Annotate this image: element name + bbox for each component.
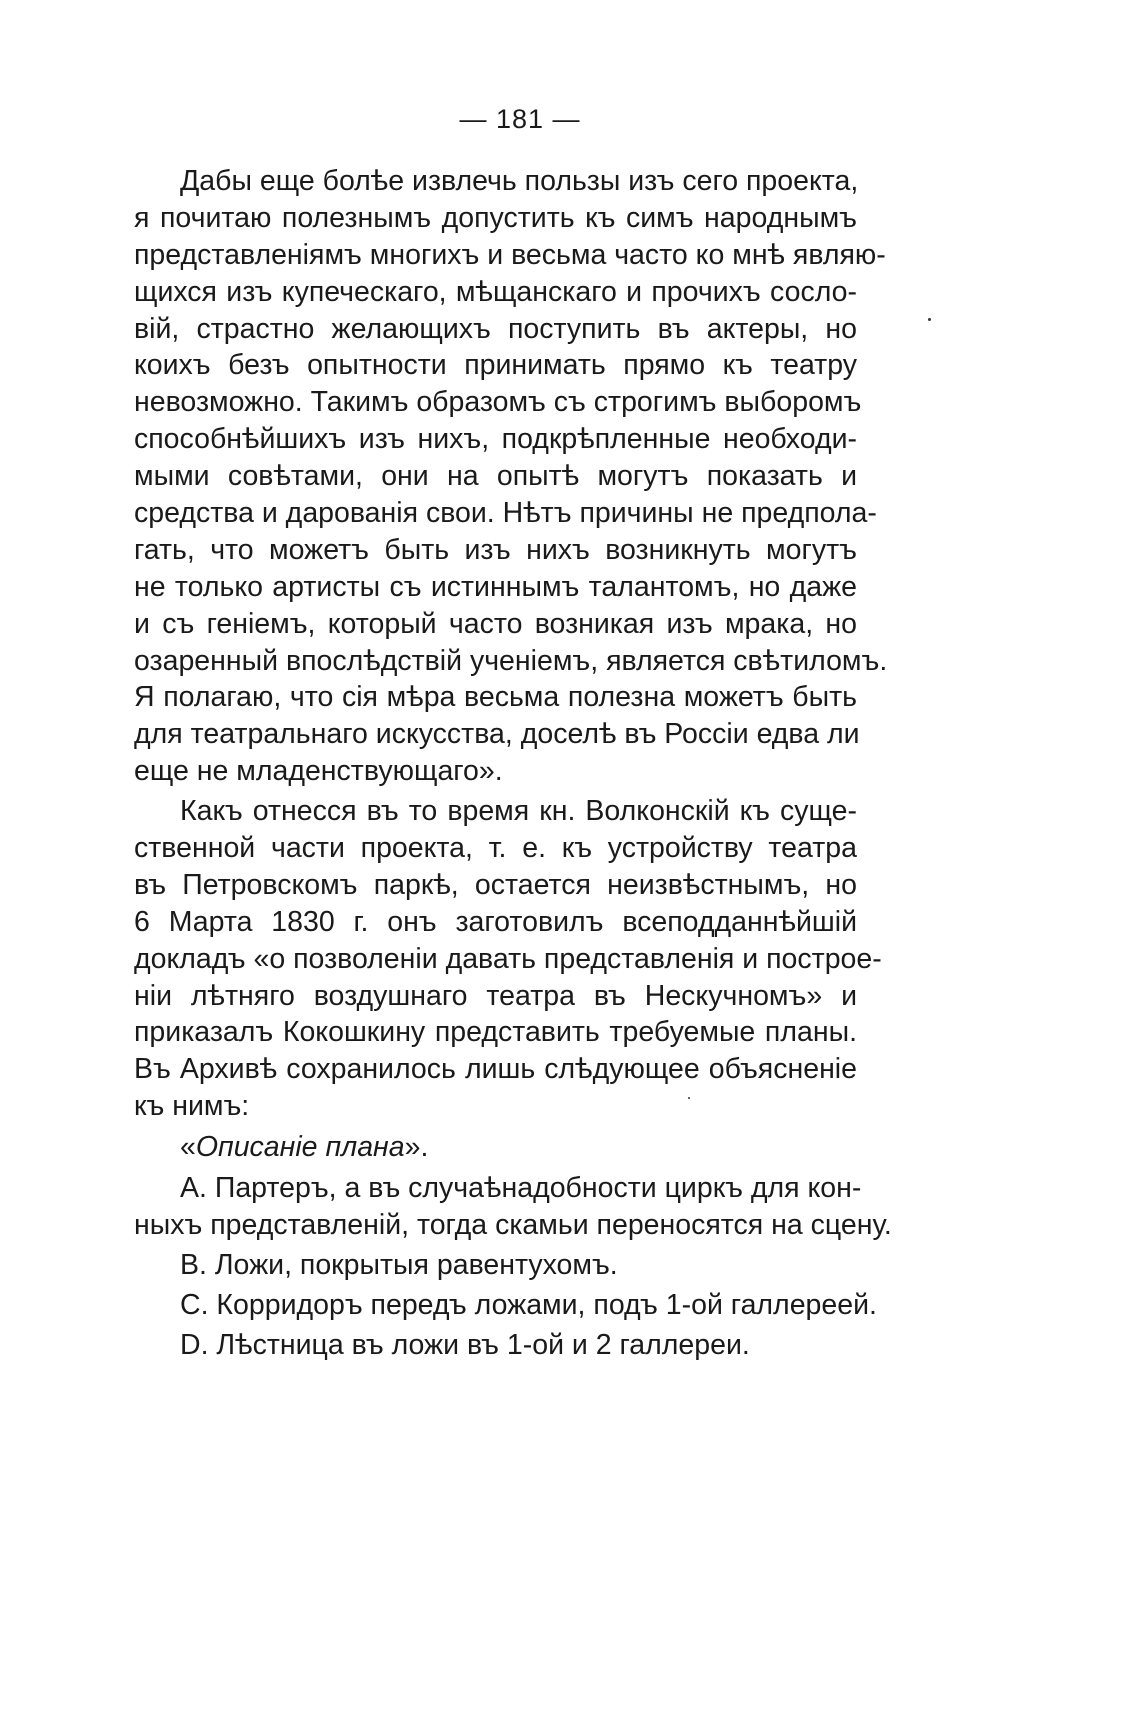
plan-item-b (134, 1247, 857, 1284)
text-line: С. Корридоръ передъ ложами, подъ 1-ой галлереей. (180, 1288, 877, 1321)
plan-item-c (134, 1287, 877, 1324)
text-line: въ Петровскомъ паркѣ, остается неизвѣстнымъ, но (134, 868, 857, 901)
text-line: озаренный впослѣдствій ученіемъ, является свѣтиломъ. (134, 644, 888, 677)
text-line: къ нимъ: (134, 1090, 250, 1123)
text-line: А. Партеръ, а въ случаѣнадобности циркъ для кон- (180, 1172, 862, 1205)
text-line: коихъ безъ опытности принимать прямо къ театру (134, 349, 857, 382)
text-line: В. Ложи, покрытыя равентухомъ. (180, 1248, 618, 1281)
text-line: Въ Архивѣ сохранилось лишь слѣдующее объясненіе (134, 1053, 857, 1086)
text-line: мыми совѣтами, они на опытѣ могутъ показать и (134, 460, 857, 493)
text-line: щихся изъ купеческаго, мѣщанскаго и прочихъ сосло- (134, 275, 857, 308)
page-number: — 181 — (459, 104, 581, 134)
text-line: 6 Марта 1830 г. онъ заготовилъ всеподданнѣйшій (134, 905, 857, 938)
text-line: докладъ «о позволеніи давать представленія и построе- (134, 942, 882, 975)
plan-heading (134, 1129, 857, 1166)
text-line: ственной части проекта, т. е. къ устройству театра (134, 832, 857, 865)
text-line: еще не младенствующаго». (134, 755, 503, 788)
text-line: ныхъ представленій, тогда скамьи переносятся на сцену. (134, 1208, 892, 1241)
plan-item-d (134, 1327, 857, 1364)
text-line: гать, что можетъ быть изъ нихъ возникнуть могутъ (134, 533, 857, 566)
print-speck (928, 318, 931, 321)
text-line: ніи лѣтняго воздушнаго театра въ Нескучномъ» и (134, 979, 857, 1012)
paragraph-1 (134, 163, 888, 790)
paragraph-2 (134, 793, 882, 1125)
text-line: D. Лѣстница въ ложи въ 1-ой и 2 галлереи. (180, 1328, 750, 1361)
text-line: и съ геніемъ, который часто возникая изъ мрака, но (134, 607, 857, 640)
heading-close: ». (404, 1131, 429, 1164)
text-line: Дабы еще болѣе извлечь пользы изъ сего проекта, (180, 165, 859, 197)
plan-item-a (134, 1170, 892, 1244)
text-line: представленіямъ многихъ и весьма часто ко мнѣ являю- (134, 238, 886, 271)
text-line: вій, страстно желающихъ поступить въ актеры, но (134, 312, 857, 345)
heading-open-quote: « (180, 1131, 196, 1164)
text-line: невозможно. Такимъ образомъ съ строгимъ выборомъ (134, 386, 862, 419)
heading-title: Описаніе плана (195, 1131, 405, 1164)
text-line: Какъ отнесся въ то время кн. Волконскій къ суще- (180, 795, 857, 828)
text-line: способнѣйшихъ изъ нихъ, подкрѣпленные необходи- (134, 423, 857, 456)
text-line: я почитаю полезнымъ допустить къ симъ народнымъ (134, 201, 857, 234)
text-line: приказалъ Кокошкину представить требуемые планы. (134, 1016, 857, 1049)
plan-heading-line (134, 1129, 857, 1166)
print-speck (688, 1097, 690, 1099)
text-line: для театральнаго искусства, доселѣ въ Россіи едва ли (134, 718, 860, 751)
text-line: средства и дарованія свои. Нѣтъ причины не предпола- (134, 497, 877, 530)
text-line: Я полагаю, что сія мѣра весьма полезна можетъ быть (134, 681, 857, 714)
text-line: не только артисты съ истиннымъ талантомъ, но даже (134, 570, 857, 603)
page-body (134, 163, 892, 1364)
